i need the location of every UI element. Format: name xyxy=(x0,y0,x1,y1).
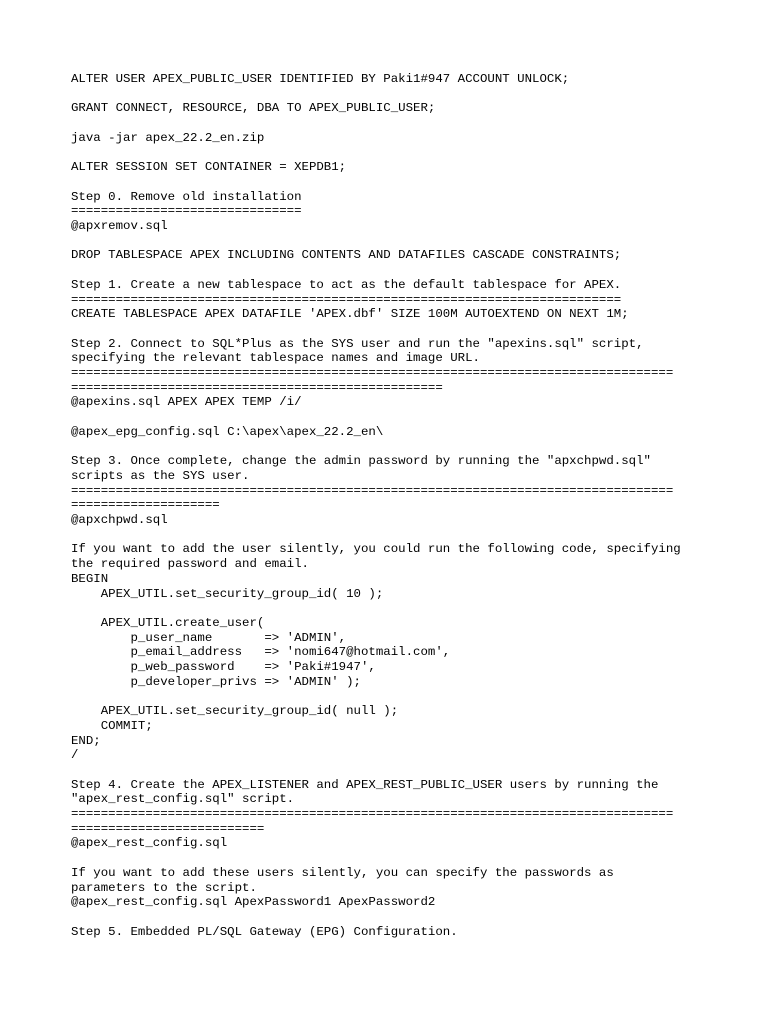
text-line: ================================================== xyxy=(71,380,443,395)
text-line: p_email_address => 'nomi647@hotmail.com', xyxy=(71,645,451,660)
text-line: @apex_epg_config.sql C:\apex\apex_22.2_en\ xyxy=(71,424,384,439)
text-line: ========================================================================== xyxy=(71,292,622,307)
text-line: ================================================================================= xyxy=(71,366,674,380)
text-line: java -jar apex_22.2_en.zip xyxy=(71,130,265,145)
text-line: the required password and email. xyxy=(71,557,309,572)
text-line: Step 2. Connect to SQL*Plus as the SYS user and run the "apexins.sql" script, xyxy=(71,336,644,351)
text-line: @apexins.sql APEX APEX TEMP /i/ xyxy=(71,395,302,410)
text-line: ==================== xyxy=(71,498,220,513)
text-line: Step 5. Embedded PL/SQL Gateway (EPG) Configuration. xyxy=(71,924,458,939)
text-line: ========================== xyxy=(71,821,265,836)
text-line: APEX_UTIL.create_user( xyxy=(71,615,265,630)
text-line: p_web_password => 'Paki#1947', xyxy=(71,660,376,674)
text-line: @apex_rest_config.sql ApexPassword1 ApexPassword2 xyxy=(71,895,436,910)
text-line: p_developer_privs => 'ADMIN' ); xyxy=(71,674,361,689)
text-line: specifying the relevant tablespace names and image URL. xyxy=(71,351,480,366)
text-line: "apex_rest_config.sql" script. xyxy=(71,792,295,807)
text-line: END; xyxy=(71,733,101,748)
text-line: scripts as the SYS user. xyxy=(71,468,250,483)
text-line: p_user_name => 'ADMIN', xyxy=(71,630,347,645)
text-line: @apxchpwd.sql xyxy=(71,513,168,527)
text-line: DROP TABLESPACE APEX INCLUDING CONTENTS AND DATAFILES CASCADE CONSTRAINTS; xyxy=(71,248,622,263)
text-line: COMMIT; xyxy=(71,718,153,733)
text-line: Step 0. Remove old installation xyxy=(71,189,302,204)
text-line: ================================================================================= xyxy=(71,483,674,498)
text-line: If you want to add these users silently, you can specify the passwords as xyxy=(71,865,614,880)
text-line: =============================== xyxy=(71,204,302,219)
text-line: APEX_UTIL.set_security_group_id( null ); xyxy=(71,704,399,719)
text-line: Step 1. Create a new tablespace to act as the default tablespace for APEX. xyxy=(71,277,622,292)
text-line: CREATE TABLESPACE APEX DATAFILE 'APEX.dbf' SIZE 100M AUTOEXTEND ON NEXT 1M; xyxy=(71,307,629,322)
text-line: Step 3. Once complete, change the admin password by running the "apxchpwd.sql" xyxy=(71,454,651,469)
text-line: @apxremov.sql xyxy=(71,219,168,233)
document-page xyxy=(71,72,768,1024)
text-line: ALTER SESSION SET CONTAINER = XEPDB1; xyxy=(71,160,347,175)
text-line: @apex_rest_config.sql xyxy=(71,836,228,851)
text-line: ================================================================================= xyxy=(71,807,674,821)
text-line: ALTER USER APEX_PUBLIC_USER IDENTIFIED BY Paki1#947 ACCOUNT UNLOCK; xyxy=(71,72,570,86)
text-line: BEGIN xyxy=(71,571,109,586)
text-line: / xyxy=(71,748,79,763)
text-line: GRANT CONNECT, RESOURCE, DBA TO APEX_PUBLIC_USER; xyxy=(71,101,436,116)
text-line: If you want to add the user silently, you could run the following code, specifying xyxy=(71,542,681,557)
text-line: APEX_UTIL.set_security_group_id( 10 ); xyxy=(71,586,384,601)
text-line: parameters to the script. xyxy=(71,880,257,895)
text-line: Step 4. Create the APEX_LISTENER and APEX_REST_PUBLIC_USER users by running the xyxy=(71,777,659,792)
